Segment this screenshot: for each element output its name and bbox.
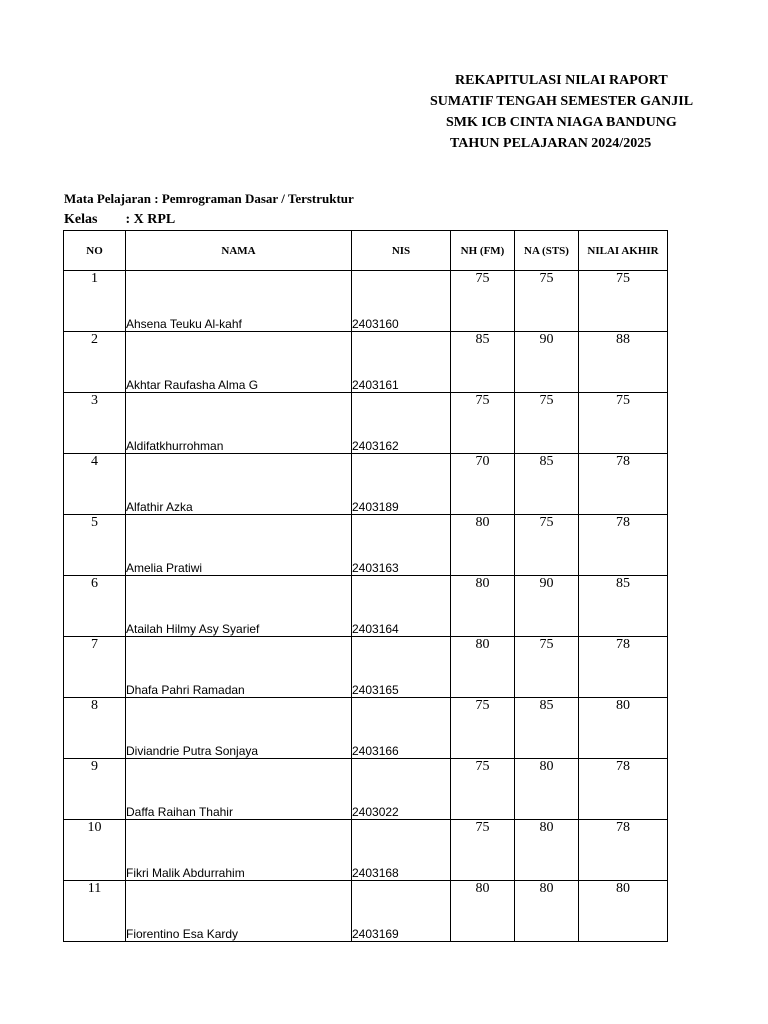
cell-nh: 85: [451, 332, 515, 393]
cell-no: 9: [64, 759, 126, 820]
cell-name: Fiorentino Esa Kardy: [126, 881, 352, 942]
cell-name: Alfathir Azka: [126, 454, 352, 515]
cell-no: 11: [64, 881, 126, 942]
cell-nh: 80: [451, 637, 515, 698]
heading-line-1: REKAPITULASI NILAI RAPORT: [455, 73, 668, 88]
table-row: [64, 881, 668, 942]
cell-na: 75: [515, 393, 579, 454]
cell-no: 7: [64, 637, 126, 698]
column-header-nama: NAMA: [126, 231, 352, 271]
table-row: [64, 576, 668, 637]
cell-nilai-akhir: 80: [579, 881, 668, 942]
subject-line: Mata Pelajaran : Pemrograman Dasar / Terstruktur: [64, 191, 354, 206]
cell-nis: 2403162: [352, 393, 451, 454]
table-header-row: [64, 231, 668, 271]
cell-nis: 2403168: [352, 820, 451, 881]
table-body: [64, 271, 668, 942]
table-row: [64, 820, 668, 881]
cell-na: 80: [515, 881, 579, 942]
cell-nilai-akhir: 75: [579, 271, 668, 332]
cell-nis: 2403163: [352, 515, 451, 576]
table-row: [64, 454, 668, 515]
cell-name: Akhtar Raufasha Alma G: [126, 332, 352, 393]
cell-nis: 2403164: [352, 576, 451, 637]
cell-no: 8: [64, 698, 126, 759]
cell-name: Atailah Hilmy Asy Syarief: [126, 576, 352, 637]
cell-no: 4: [64, 454, 126, 515]
column-header-nis: NIS: [352, 231, 451, 271]
cell-no: 5: [64, 515, 126, 576]
cell-no: 2: [64, 332, 126, 393]
cell-nilai-akhir: 85: [579, 576, 668, 637]
heading-line-2: SUMATIF TENGAH SEMESTER GANJIL: [430, 94, 694, 109]
cell-na: 75: [515, 515, 579, 576]
cell-name: Fikri Malik Abdurrahim: [126, 820, 352, 881]
cell-nilai-akhir: 78: [579, 454, 668, 515]
cell-nis: 2403022: [352, 759, 451, 820]
column-header-no: NO: [64, 231, 126, 271]
cell-na: 90: [515, 332, 579, 393]
cell-nis: 2403165: [352, 637, 451, 698]
cell-na: 80: [515, 820, 579, 881]
cell-no: 6: [64, 576, 126, 637]
column-header-nilai-akhir: NILAI AKHIR: [579, 231, 668, 271]
heading-line-4: TAHUN PELAJARAN 2024/2025: [450, 136, 652, 151]
cell-nilai-akhir: 78: [579, 637, 668, 698]
table-row: [64, 393, 668, 454]
heading-line-3: SMK ICB CINTA NIAGA BANDUNG: [446, 115, 677, 130]
table-row: [64, 271, 668, 332]
table-row: [64, 637, 668, 698]
cell-no: 1: [64, 271, 126, 332]
cell-nis: 2403160: [352, 271, 451, 332]
cell-nh: 80: [451, 515, 515, 576]
table-row: [64, 759, 668, 820]
cell-name: Daffa Raihan Thahir: [126, 759, 352, 820]
cell-nh: 70: [451, 454, 515, 515]
cell-nh: 75: [451, 698, 515, 759]
cell-no: 3: [64, 393, 126, 454]
table-row: [64, 515, 668, 576]
cell-na: 85: [515, 698, 579, 759]
cell-nilai-akhir: 78: [579, 515, 668, 576]
column-header-na: NA (STS): [515, 231, 579, 271]
class-label: Kelas: [64, 212, 98, 227]
cell-nh: 75: [451, 271, 515, 332]
cell-nh: 80: [451, 576, 515, 637]
cell-name: Ahsena Teuku Al-kahf: [126, 271, 352, 332]
cell-nh: 75: [451, 759, 515, 820]
class-line: [64, 212, 175, 228]
cell-na: 90: [515, 576, 579, 637]
cell-name: Dhafa Pahri Ramadan: [126, 637, 352, 698]
cell-nh: 75: [451, 820, 515, 881]
cell-na: 85: [515, 454, 579, 515]
cell-nh: 80: [451, 881, 515, 942]
column-header-nh: NH (FM): [451, 231, 515, 271]
class-value: : X RPL: [125, 212, 176, 227]
cell-nilai-akhir: 78: [579, 759, 668, 820]
cell-na: 75: [515, 271, 579, 332]
table-row: [64, 332, 668, 393]
cell-name: Amelia Pratiwi: [126, 515, 352, 576]
cell-name: Aldifatkhurrohman: [126, 393, 352, 454]
table-row: [64, 698, 668, 759]
cell-nis: 2403161: [352, 332, 451, 393]
cell-name: Diviandrie Putra Sonjaya: [126, 698, 352, 759]
cell-na: 75: [515, 637, 579, 698]
cell-no: 10: [64, 820, 126, 881]
cell-nilai-akhir: 75: [579, 393, 668, 454]
cell-nilai-akhir: 78: [579, 820, 668, 881]
grades-table: [63, 230, 668, 942]
cell-nilai-akhir: 80: [579, 698, 668, 759]
cell-nh: 75: [451, 393, 515, 454]
cell-na: 80: [515, 759, 579, 820]
cell-nis: 2403166: [352, 698, 451, 759]
cell-nis: 2403189: [352, 454, 451, 515]
cell-nilai-akhir: 88: [579, 332, 668, 393]
cell-nis: 2403169: [352, 881, 451, 942]
report-heading: [400, 70, 768, 154]
